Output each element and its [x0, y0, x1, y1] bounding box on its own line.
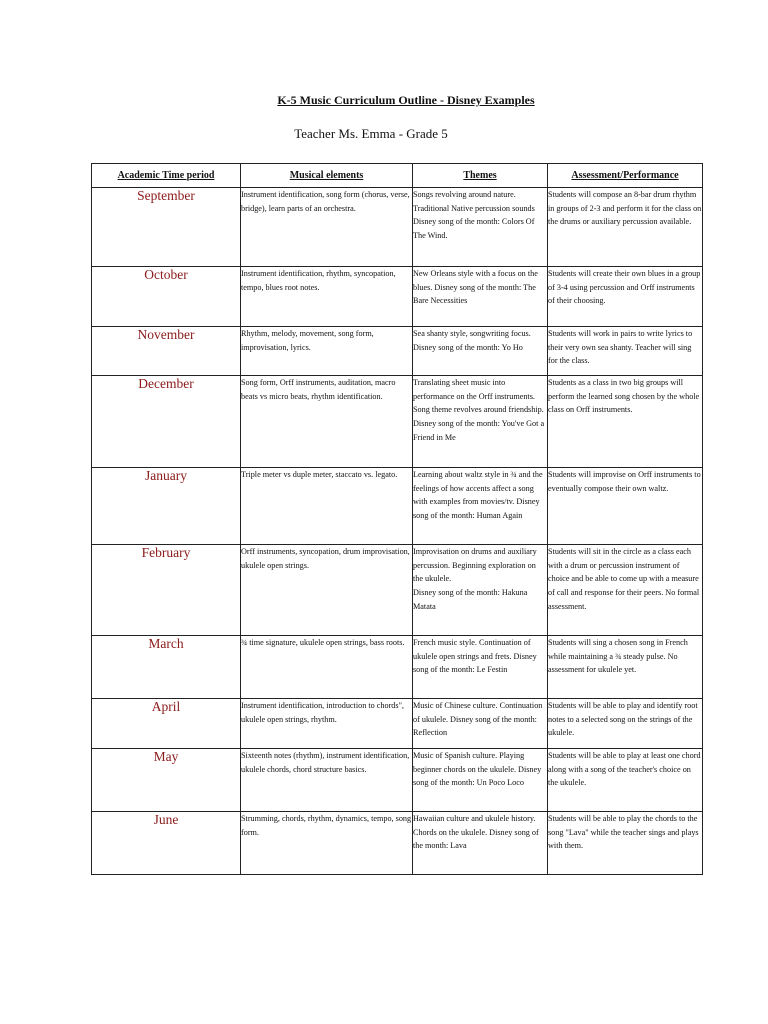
themes-cell: Improvisation on drums and auxiliary percussion. Beginning exploration on the ukulele. Disney song of the month: Hakuna Matata — [413, 545, 548, 636]
month-cell: April — [92, 699, 241, 749]
elements-cell: Orff instruments, syncopation, drum improvisation, ukulele open strings. — [241, 545, 413, 636]
themes-cell: New Orleans style with a focus on the blues. Disney song of the month: The Bare Necessities — [413, 267, 548, 327]
table-row — [92, 327, 703, 376]
table-row — [92, 188, 703, 267]
table-row — [92, 267, 703, 327]
header-musical-elements: Musical elements — [241, 164, 413, 188]
elements-cell: Strumming, chords, rhythm, dynamics, tempo, song form. — [241, 812, 413, 875]
assessment-cell: Students will create their own blues in a group of 3-4 using percussion and Orff instruments of their choosing. — [548, 267, 703, 327]
themes-cell: Sea shanty style, songwriting focus. Disney song of the month: Yo Ho — [413, 327, 548, 376]
month-cell: October — [92, 267, 241, 327]
table-row — [92, 468, 703, 545]
month-cell: September — [92, 188, 241, 267]
themes-cell: Learning about waltz style in ¾ and the feelings of how accents affect a song with examples from movies/tv. Disney song of the month: Human Again — [413, 468, 548, 545]
assessment-cell: Students will compose an 8-bar drum rhythm in groups of 2-3 and perform it for the class on the drums or auxiliary percussion available. — [548, 188, 703, 267]
document-title: K-5 Music Curriculum Outline - Disney Examples — [277, 93, 535, 107]
elements-cell: Triple meter vs duple meter, staccato vs. legato. — [241, 468, 413, 545]
table-row — [92, 699, 703, 749]
assessment-cell: Students will be able to play and identify root notes to a selected song on the strings of the ukulele. — [548, 699, 703, 749]
month-cell: January — [92, 468, 241, 545]
elements-cell: Rhythm, melody, movement, song form, improvisation, lyrics. — [241, 327, 413, 376]
assessment-cell: Students will work in pairs to write lyrics to their very own sea shanty. Teacher will sing for the class. — [548, 327, 703, 376]
table-row — [92, 636, 703, 699]
month-cell: May — [92, 749, 241, 812]
month-cell: June — [92, 812, 241, 875]
month-cell: February — [92, 545, 241, 636]
assessment-cell: Students will sit in the circle as a class each with a drum or percussion instrument of choice and be able to come up with a measure of call and response for their peers. No formal assessment. — [548, 545, 703, 636]
elements-cell: Sixteenth notes (rhythm), instrument identification, ukulele chords, chord structure basics. — [241, 749, 413, 812]
curriculum-table — [91, 163, 703, 875]
themes-cell: Songs revolving around nature. Traditional Native percussion sounds Disney song of the month: Colors Of The Wind. — [413, 188, 548, 267]
month-cell: March — [92, 636, 241, 699]
header-themes: Themes — [413, 164, 548, 188]
assessment-cell: Students will improvise on Orff instruments to eventually compose their own waltz. — [548, 468, 703, 545]
teacher-grade-line: Teacher Ms. Emma - Grade 5 — [294, 126, 448, 141]
header-time-period: Academic Time period — [92, 164, 241, 188]
header-row — [92, 164, 703, 188]
assessment-cell: Students as a class in two big groups will perform the learned song chosen by the whole class on Orff instruments. — [548, 376, 703, 468]
elements-cell: ¾ time signature, ukulele open strings, bass roots. — [241, 636, 413, 699]
themes-cell: Music of Spanish culture. Playing beginner chords on the ukulele. Disney song of the month: Un Poco Loco — [413, 749, 548, 812]
themes-cell: Hawaiian culture and ukulele history. Chords on the ukulele. Disney song of the month: Lava — [413, 812, 548, 875]
themes-cell: Translating sheet music into performance on the Orff instruments. Song theme revolves around friendship. Disney song of the month: You've Got a Friend in Me — [413, 376, 548, 468]
themes-cell: French music style. Continuation of ukulele open strings and frets. Disney song of the month: Le Festin — [413, 636, 548, 699]
table-row — [92, 545, 703, 636]
elements-cell: Song form, Orff instruments, auditation, macro beats vs micro beats, rhythm identification. — [241, 376, 413, 468]
assessment-cell: Students will sing a chosen song in French while maintaining a ¾ steady pulse. No assessment for ukulele yet. — [548, 636, 703, 699]
table-row — [92, 812, 703, 875]
assessment-cell: Students will be able to play at least one chord along with a song of the teacher's choice on the ukulele. — [548, 749, 703, 812]
table-row — [92, 749, 703, 812]
elements-cell: Instrument identification, song form (chorus, verse, bridge), learn parts of an orchestra. — [241, 188, 413, 267]
elements-cell: Instrument identification, introduction to chords", ukulele open strings, rhythm. — [241, 699, 413, 749]
elements-cell: Instrument identification, rhythm, syncopation, tempo, blues root notes. — [241, 267, 413, 327]
month-cell: November — [92, 327, 241, 376]
themes-cell: Music of Chinese culture. Continuation of ukulele. Disney song of the month: Reflection — [413, 699, 548, 749]
header-assessment: Assessment/Performance — [548, 164, 703, 188]
month-cell: December — [92, 376, 241, 468]
assessment-cell: Students will be able to play the chords to the song "Lava" while the teacher sings and plays with them. — [548, 812, 703, 875]
table-row — [92, 376, 703, 468]
